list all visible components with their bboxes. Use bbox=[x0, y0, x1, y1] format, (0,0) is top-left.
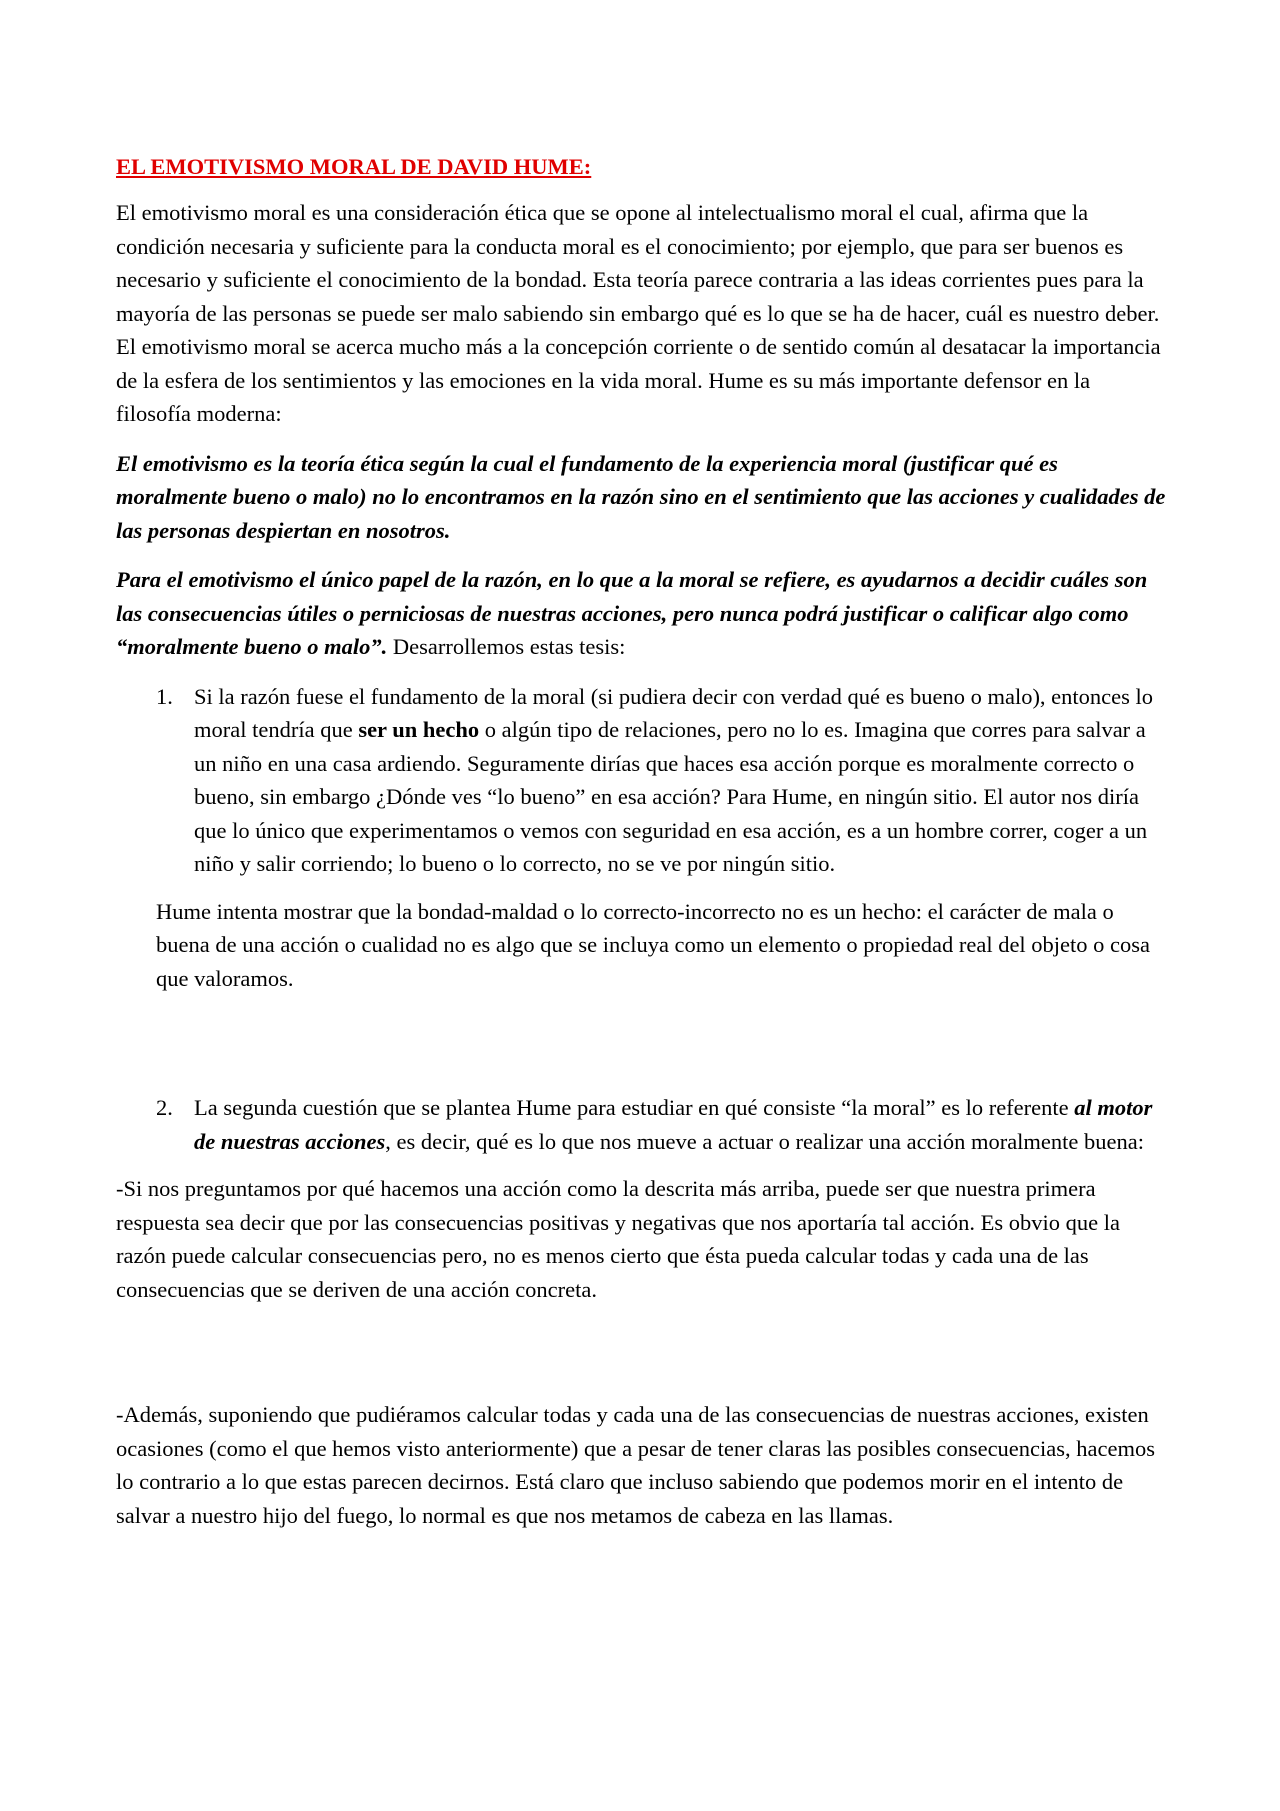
list-item bbox=[116, 680, 1166, 881]
list-item bbox=[116, 1091, 1166, 1158]
list-text-after: , es decir, qué es lo que nos mueve a actuar o realizar una acción moralmente buena: bbox=[385, 1128, 1145, 1154]
reason-role-paragraph bbox=[116, 563, 1166, 664]
definition-paragraph: El emotivismo es la teoría ética según la cual el fundamento de la experiencia moral (justificar qué es moralmente bueno o malo) no lo encontramos en la razón sino en el sentimiento que las acciones y cualidades de las personas despiertan en nosotros. bbox=[116, 450, 1166, 543]
list-text-before: Si la razón fuese el fundamento de la moral (si pudiera decir con verdad qué es bueno o malo), entonces lo moral tendría que bbox=[194, 683, 1154, 742]
hume-note-paragraph: Hume intenta mostrar que la bondad-maldad o lo correcto-incorrecto no es un hecho: el carácter de mala o buena de una acción o cualidad no es algo que se incluya como un elemento o propiedad real del objeto o cosa que valoramos. bbox=[156, 898, 1151, 991]
list-bold: ser un hecho bbox=[358, 717, 480, 742]
spacer bbox=[116, 1322, 1166, 1398]
point-a-paragraph: -Si nos preguntamos por qué hacemos una acción como la descrita más arriba, puede ser que nuestra primera respuesta sea decir que por las consecuencias positivas y negativas que nos aportaría tal acción. Es obvio que la razón puede calcular consecuencias pero, no es menos cierto que ésta pueda calcular todas y cada una de las consecuencias que se deriven de una acción concreta. bbox=[116, 1176, 1121, 1302]
point-b-paragraph: -Además, suponiendo que pudiéramos calcular todas y cada una de las consecuencias de nuestras acciones, existen ocasiones (como el que hemos visto anteriormente) que a pesar de tener claras las posibles consecuencias, hacemos lo contrario a lo que estas parecen decirnos. Está claro que incluso sabiendo que podemos morir en el intento de salvar a nuestro hijo del fuego, lo normal es que nos metamos de cabeza en las llamas. bbox=[116, 1402, 1155, 1528]
list-number: 2. bbox=[156, 1095, 173, 1120]
reason-role-plain: Desarrollemos estas tesis: bbox=[387, 634, 626, 659]
list-number: 1. bbox=[156, 683, 173, 709]
spacer bbox=[116, 1011, 1166, 1091]
thesis-list-2 bbox=[116, 1091, 1166, 1158]
reason-role-bold: Para el emotivismo el único papel de la razón, en lo que a la moral se refiere, es ayudarnos a decidir cuáles son las consecuencias útiles o perniciosas de nuestras acciones, pero nunca podrá justificar o calificar algo como “moralmente bueno o malo”. bbox=[116, 567, 1148, 659]
list-text-before: La segunda cuestión que se plantea Hume para estudiar en qué consiste “la moral” es lo referente bbox=[194, 1095, 1075, 1120]
intro-paragraph: El emotivismo moral es una consideración ética que se opone al intelectualismo moral el cual, afirma que la condición necesaria y suficiente para la conducta moral es el conocimiento; por ejemplo, que para ser buenos es necesario y suficiente el conocimiento de la bondad. Esta teoría parece contraria a las ideas corrientes pues para la mayoría de las personas se puede ser malo sabiendo sin embargo qué es lo que se ha de hacer, cuál es nuestro deber. El emotivismo moral se acerca mucho más a la concepción corriente o de sentido común al desatacar la importancia de la esfera de los sentimientos y las emociones en la vida moral. Hume es su más importante defensor en la filosofía moderna: bbox=[116, 200, 1161, 426]
list-text-after: o algún tipo de relaciones, pero no lo es. Imagina que corres para salvar a un niño en una casa ardiendo. Seguramente dirías que haces esa acción porque es moralmente correcto o bueno, sin embargo ¿Dónde ves “lo bueno” en esa acción? Para Hume, en ningún sitio. El autor nos diría que lo único que experimentamos o vemos con seguridad en esa acción, es a un hombre correr, coger a un niño y salir corriendo; lo bueno o lo correcto, no se ve por ningún sitio. bbox=[194, 717, 1148, 876]
list-bold-italic: al motor de nuestras acciones bbox=[194, 1095, 1153, 1154]
thesis-list-1 bbox=[116, 680, 1166, 881]
page-title: EL EMOTIVISMO MORAL DE DAVID HUME: bbox=[116, 154, 592, 179]
document-page bbox=[116, 150, 1166, 1548]
